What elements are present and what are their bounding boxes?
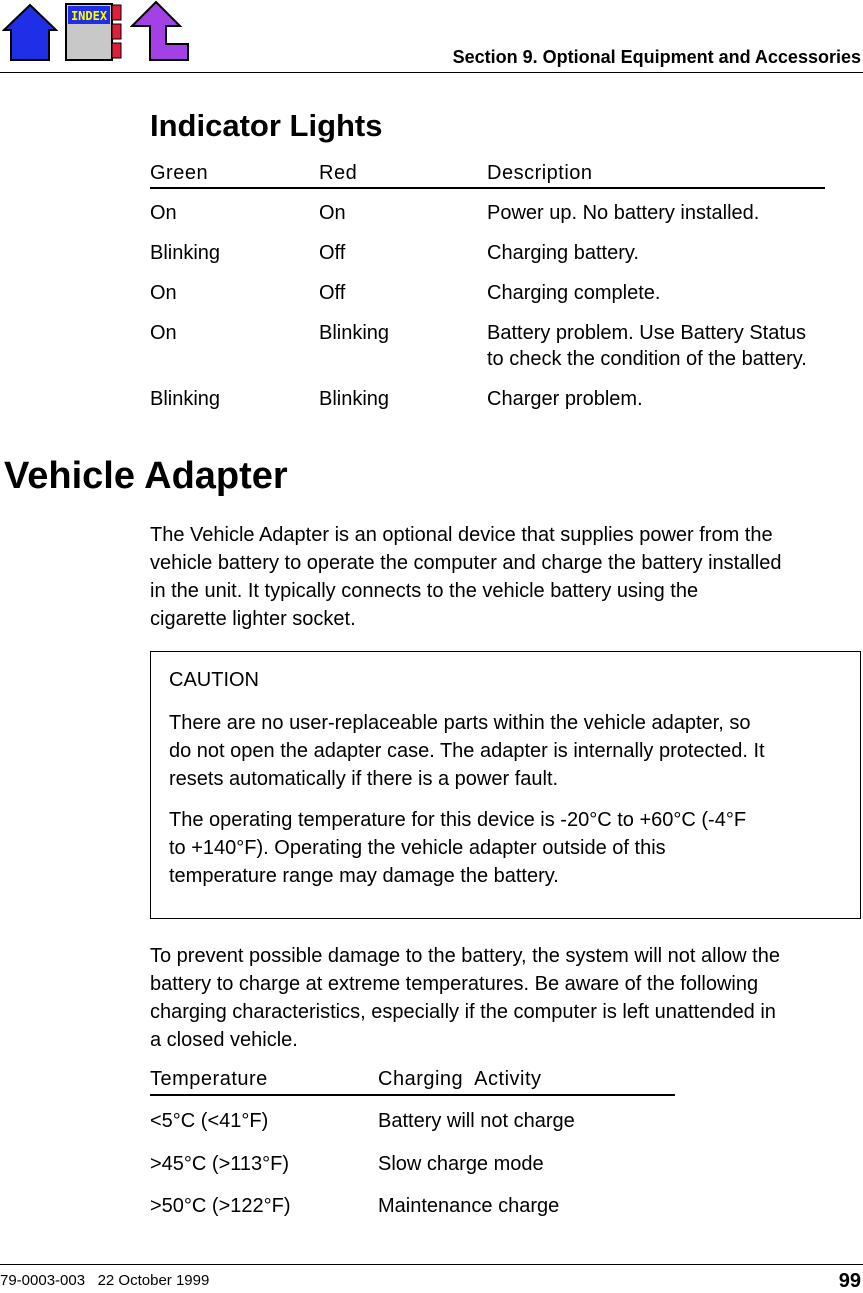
row3-desc: Charging complete. — [487, 282, 661, 304]
temp-row3-activity: Maintenance charge — [378, 1195, 560, 1217]
row1-green: On — [150, 202, 177, 224]
footer-doc-id: 79-0003-003 22 October 1999 — [0, 1272, 210, 1289]
vehicle-intro-paragraph — [150, 521, 862, 633]
caution-line: resets automatically if there is a power fault. — [169, 768, 559, 790]
prevent-line: charging characteristics, especially if the computer is left unattended in — [150, 1001, 776, 1023]
page-number: 99 — [838, 1270, 861, 1292]
row4-desc-line1: Battery problem. Use Battery Status — [487, 322, 807, 344]
header-rule — [0, 72, 863, 73]
col-header-description: Description — [487, 162, 593, 184]
intro-line: cigarette lighter socket. — [150, 608, 356, 630]
row4-red: Blinking — [319, 322, 390, 344]
home-icon[interactable] — [2, 2, 58, 62]
row5-red: Blinking — [319, 388, 390, 410]
temp-table-rule — [150, 1094, 675, 1096]
row2-red: Off — [319, 242, 346, 264]
section-title: Section 9. Optional Equipment and Accessories — [452, 47, 861, 67]
row1-desc: Power up. No battery installed. — [487, 202, 760, 224]
caution-box — [150, 651, 861, 919]
back-up-arrow-icon[interactable] — [130, 0, 190, 62]
row5-green: Blinking — [150, 388, 221, 410]
prevent-line: battery to charge at extreme temperatures. Be aware of the following — [150, 973, 759, 995]
row3-green: On — [150, 282, 177, 304]
row1-red: On — [319, 202, 346, 224]
caution-line: temperature range may damage the battery. — [169, 865, 559, 887]
caution-title: CAUTION — [169, 669, 259, 691]
row2-desc: Charging battery. — [487, 242, 639, 264]
row4-desc-line2: to check the condition of the battery. — [487, 348, 807, 370]
col-header-charging-activity: Charging Activity — [378, 1068, 542, 1090]
intro-line: vehicle battery to operate the computer and charge the battery installed — [150, 552, 782, 574]
indicator-lights-heading: Indicator Lights — [150, 108, 383, 143]
temp-row2-temp: >45°C (>113°F) — [150, 1153, 290, 1175]
temp-row1-temp: <5°C (<41°F) — [150, 1110, 269, 1132]
caution-line: The operating temperature for this device is -20°C to +60°C (-4°F — [169, 809, 747, 831]
temp-row2-activity: Slow charge mode — [378, 1153, 544, 1175]
caution-paragraph-1 — [169, 709, 765, 793]
prevent-damage-paragraph — [150, 942, 862, 1054]
caution-line: to +140°F). Operating the vehicle adapter outside of this — [169, 837, 666, 859]
row3-red: Off — [319, 282, 346, 304]
row2-green: Blinking — [150, 242, 221, 264]
temp-row3-temp: >50°C (>122°F) — [150, 1195, 291, 1217]
prevent-line: a closed vehicle. — [150, 1029, 298, 1051]
col-header-temperature: Temperature — [150, 1068, 268, 1090]
index-icon[interactable] — [64, 2, 124, 62]
footer-rule — [0, 1264, 863, 1265]
prevent-line: To prevent possible damage to the battery, the system will not allow the — [150, 945, 780, 967]
vehicle-adapter-heading: Vehicle Adapter — [4, 455, 288, 497]
caution-line: There are no user-replaceable parts within the vehicle adapter, so — [169, 712, 751, 734]
caution-paragraph-2 — [169, 806, 746, 890]
row5-desc: Charger problem. — [487, 388, 643, 410]
intro-line: The Vehicle Adapter is an optional device that supplies power from the — [150, 524, 773, 546]
index-label: INDEX — [70, 9, 108, 23]
col-header-green: Green — [150, 162, 209, 184]
indicator-table-rule — [150, 187, 825, 189]
caution-line: do not open the adapter case. The adapter is internally protected. It — [169, 740, 765, 762]
col-header-red: Red — [319, 162, 358, 184]
row4-green: On — [150, 322, 177, 344]
intro-line: in the unit. It typically connects to the vehicle battery using the — [150, 580, 699, 602]
temp-row1-activity: Battery will not charge — [378, 1110, 575, 1132]
